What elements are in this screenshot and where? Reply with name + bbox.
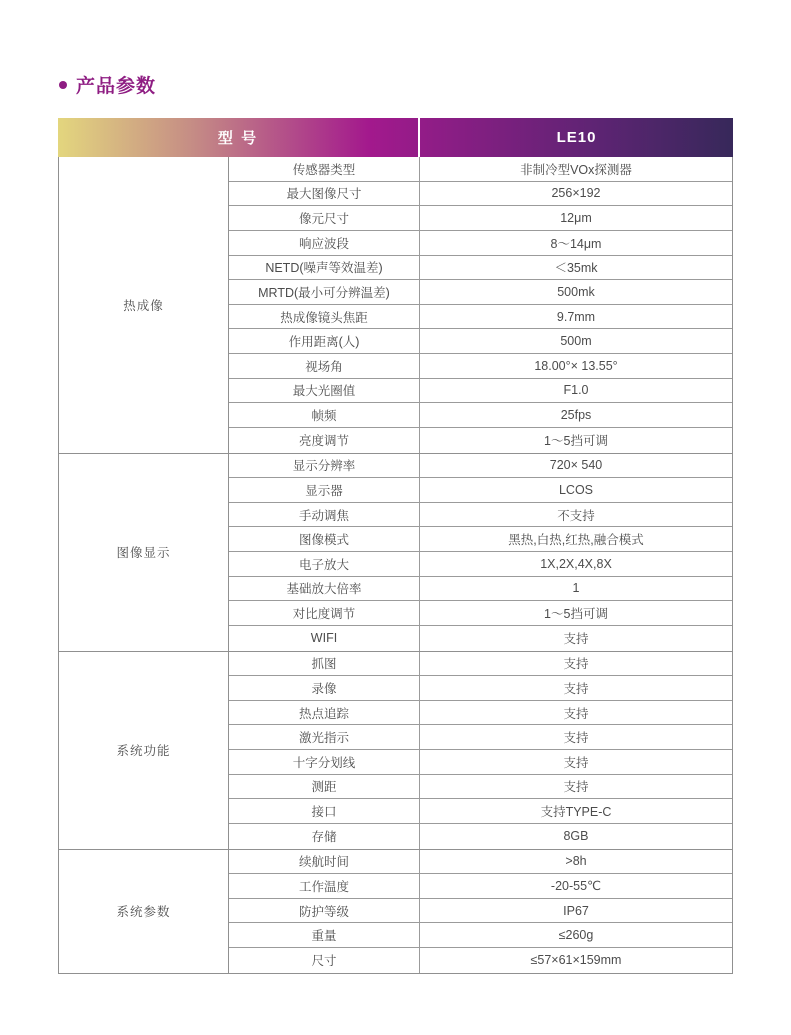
param-name: 最大光圈值 [229,379,420,403]
spec-row [229,626,732,651]
param-name: MRTD(最小可分辨温差) [229,280,420,304]
param-value: 1 [572,581,580,596]
param-value: LCOS [558,482,594,497]
param-value: F1.0 [563,383,589,398]
param-name: 响应波段 [229,231,420,255]
spec-row [229,305,732,330]
param-name: 像元尺寸 [229,206,420,230]
param-value: 720× 540 [549,458,603,473]
param-value: 12μm [560,211,592,226]
spec-row [229,948,732,973]
section-rows [229,454,732,651]
spec-row [229,454,732,479]
param-value: 支持 [563,731,589,746]
spec-row [229,552,732,577]
param-value: 不支持 [557,508,595,523]
param-name: 防护等级 [229,899,420,923]
param-value: 支持 [563,755,589,770]
bullet-dot-icon [59,81,67,89]
param-name: 热成像镜头焦距 [229,305,420,329]
param-value: 8～14μm [550,236,602,251]
spec-row [229,850,732,875]
spec-row [229,923,732,948]
spec-row [229,676,732,701]
section-label: 图像显示 [59,454,229,651]
param-name: NETD(噪声等效温差) [229,256,420,280]
param-name: 接口 [229,799,420,823]
spec-table [58,118,733,974]
section-rows [229,652,732,849]
param-name: 电子放大 [229,552,420,576]
spec-row [229,725,732,750]
param-name: 十字分划线 [229,750,420,774]
spec-row [229,824,732,849]
param-name: 热点追踪 [229,701,420,725]
spec-row [229,403,732,428]
param-name: 对比度调节 [229,601,420,625]
param-value: 支持 [563,657,589,672]
param-value: ＜35mk [554,261,598,276]
spec-row [229,874,732,899]
param-name: 激光指示 [229,725,420,749]
param-value: 支持 [563,681,589,696]
param-name: 存储 [229,824,420,849]
spec-row [229,428,732,453]
param-name: 显示器 [229,478,420,502]
table-section [59,849,732,973]
param-name: 重量 [229,923,420,947]
spec-row [229,206,732,231]
param-value: -20-55℃ [550,879,602,894]
spec-row [229,329,732,354]
param-name: 最大图像尺寸 [229,182,420,206]
spec-row [229,157,732,182]
spec-row [229,577,732,602]
param-value: ≤260g [558,928,594,943]
param-value: 18.00°× 13.55° [534,358,618,373]
table-header [58,118,733,157]
param-name: 亮度调节 [229,428,420,453]
spec-row [229,601,732,626]
section-label: 系统参数 [59,850,229,973]
param-name: 作用距离(人) [229,329,420,353]
param-name: 测距 [229,775,420,799]
spec-row [229,182,732,207]
spec-row [229,231,732,256]
param-name: 帧频 [229,403,420,427]
spec-row [229,899,732,924]
param-name: 传感器类型 [229,157,420,181]
spec-table-body [58,157,733,974]
section-rows [229,157,732,453]
table-section [59,157,732,453]
spec-row [229,256,732,281]
table-header-model-cell: 型 号 [217,130,259,147]
param-name: 视场角 [229,354,420,378]
param-value: 1～5挡可调 [544,607,608,622]
spec-row [229,750,732,775]
table-section [59,651,732,849]
spec-row [229,701,732,726]
param-value: 支持 [563,780,589,795]
spec-row [229,379,732,404]
param-name: 尺寸 [229,948,420,973]
spec-row [229,775,732,800]
param-value: 9.7mm [556,309,596,324]
param-value: IP67 [563,903,589,918]
spec-row [229,799,732,824]
param-value: 8GB [563,829,589,844]
param-value: 256×192 [551,186,601,201]
param-value: 500m [560,334,592,349]
param-value: 500mk [557,284,595,299]
section-label: 热成像 [59,157,229,453]
param-name: 显示分辨率 [229,454,420,478]
param-value: 黑热,白热,红热,融合模式 [508,533,644,548]
spec-row [229,478,732,503]
spec-row [229,652,732,677]
section-label: 系统功能 [59,652,229,849]
section-rows [229,850,732,973]
param-value: 支持 [563,632,589,647]
param-name: 工作温度 [229,874,420,898]
param-value: 支持TYPE-C [540,805,612,820]
param-name: 录像 [229,676,420,700]
param-name: 抓图 [229,652,420,676]
spec-row [229,354,732,379]
param-value: 25fps [560,408,592,423]
param-value: 1X,2X,4X,8X [540,556,612,571]
spec-row [229,280,732,305]
param-value: ≤57×61×159mm [530,953,622,968]
param-value: 非制冷型VOx探测器 [520,162,632,177]
param-value: 支持 [563,706,589,721]
spec-row [229,527,732,552]
spec-row [229,503,732,528]
page-title-row [59,71,156,98]
page-title: 产品参数 [76,76,157,97]
param-value: 1～5挡可调 [544,434,608,449]
param-name: 图像模式 [229,527,420,551]
param-value: >8h [565,854,587,869]
param-name: WIFI [229,626,420,651]
table-header-product-cell: LE10 [556,129,597,146]
table-section [59,453,732,651]
param-name: 手动调焦 [229,503,420,527]
param-name: 续航时间 [229,850,420,874]
param-name: 基础放大倍率 [229,577,420,601]
